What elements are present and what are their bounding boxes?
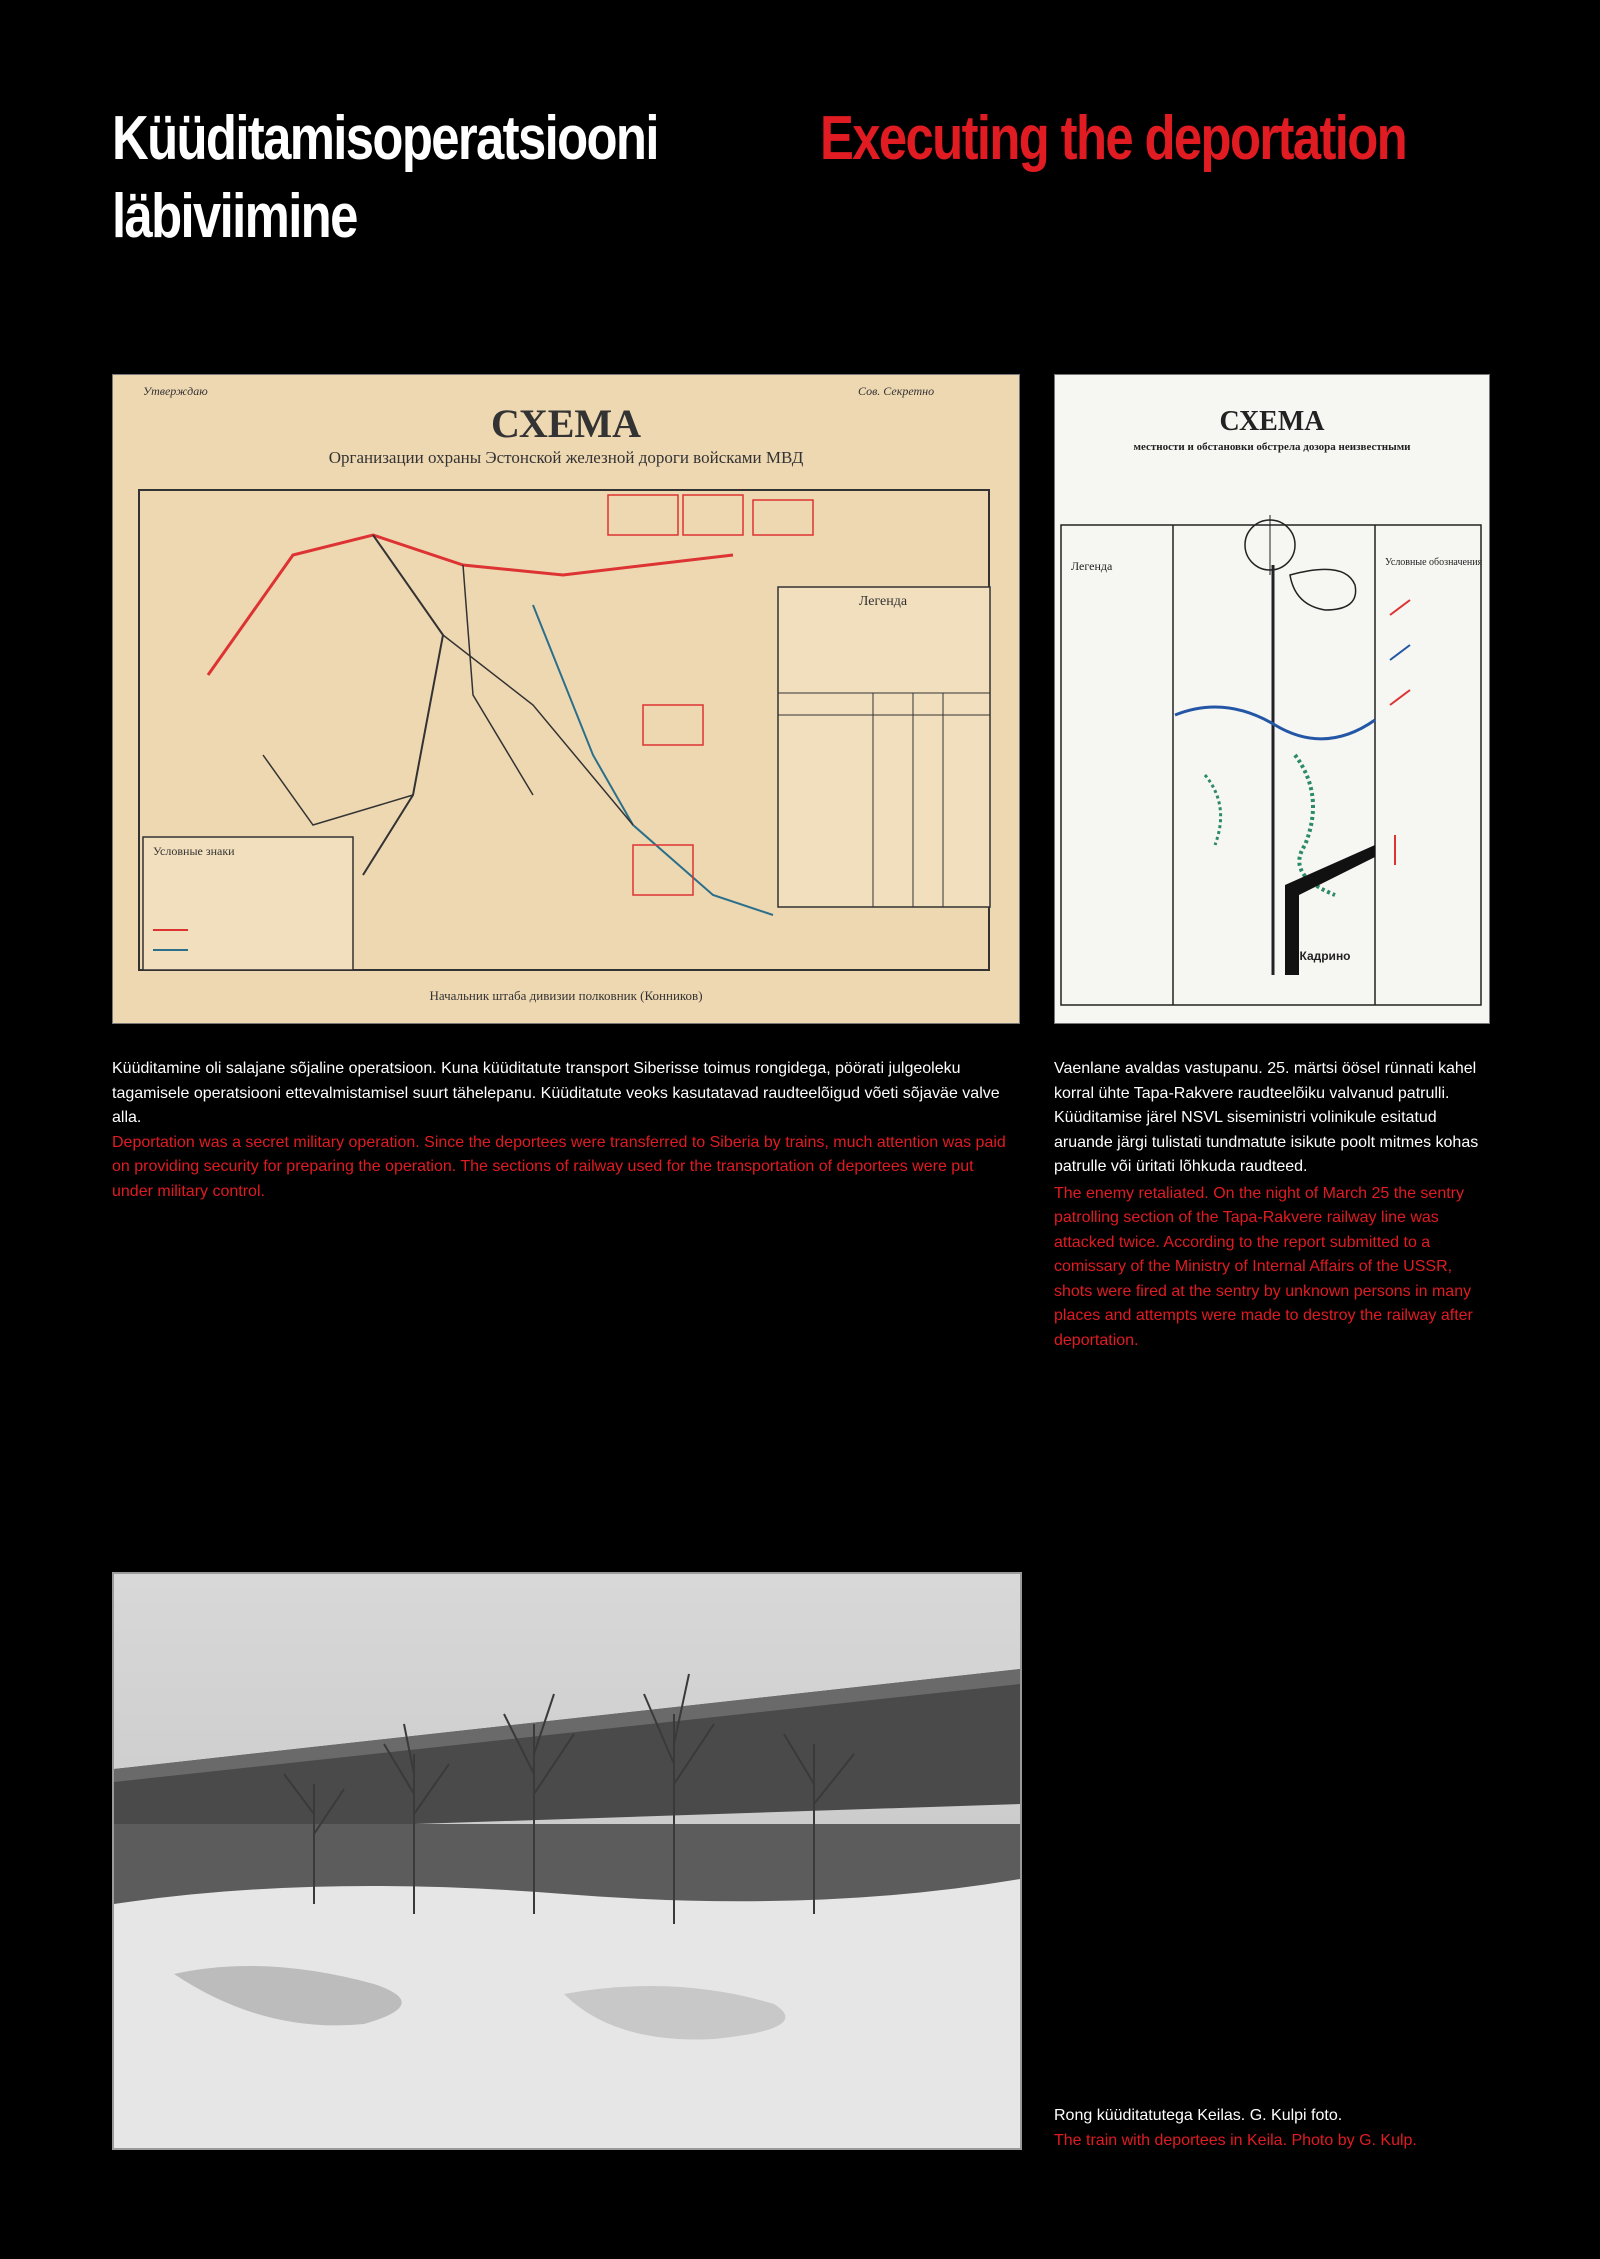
map2-legend-title: Легенда: [1071, 559, 1113, 573]
map1-signature: Начальник штаба дивизии полковник (Конников): [429, 988, 703, 1003]
text-block-security-et: Küüditamine oli salajane sõjaline operatsioon. Kuna küüditatute transport Siberisse toimus rongidega, pöörati julgeoleku tagamisele operatsiooni ettevalmistamisel suurt tähelepanu. Küüditatute veoks kasutatavad raudteelõigud võeti sõjaväe valve alla.: [112, 1060, 1000, 1126]
text-block-resistance-en: The enemy retaliated. On the night of March 25 the sentry patrolling section of the Tapa-Rakvere railway line was attacked twice. According to the report submitted to a comissary of the Ministry of Internal Affairs of the USSR, shots were fired at the sentry by unknown persons in many places and attempts were made to destroy the railway after deportation.: [1054, 1184, 1473, 1349]
photo-caption-et: Rong küüditatutega Keilas. G. Kulpi foto.: [1054, 2107, 1343, 2124]
attack-scene-map-image: [1054, 374, 1490, 1024]
map1-secret-stamp: Сов. Секретно: [858, 384, 935, 398]
train-photo: [112, 1572, 1022, 2150]
map2-symbols-title: Условные обозначения: [1385, 557, 1483, 568]
map2-subheading: местности и обстановки обстрела дозора неизвестными: [1133, 441, 1411, 453]
photo-caption-en: The train with deportees in Keila. Photo by G. Kulp.: [1054, 2131, 1417, 2149]
railway-security-map-image: [112, 374, 1020, 1024]
map1-legend-title: Легенда: [858, 594, 908, 609]
map2-heading: СХЕМА: [1219, 406, 1325, 437]
map1-heading: СХЕМА: [490, 401, 642, 446]
map2-place-label: Кадрино: [1299, 949, 1351, 963]
text-block-security-en: Deportation was a secret military operation. Since the deportees were transferred to Siberia by trains, much attention was paid on providing security for preparing the operation. The sections of railway used for the transportation of deportees were put under military control.: [112, 1133, 1006, 1200]
page-title-english: Executing the deportation: [820, 104, 1407, 173]
page-title-estonian: Küüditamisoperatsiooni läbiviimine: [112, 104, 658, 251]
photo-caption: [1054, 2104, 1494, 2153]
map1-symbols-title: Условные знаки: [153, 844, 235, 858]
map1-subheading: Организации охраны Эстонской железной дороги войсками МВД: [328, 448, 804, 467]
text-block-resistance: [1054, 1057, 1494, 1353]
map1-approval-stamp: Утверждаю: [143, 384, 208, 398]
text-block-resistance-et: Vaenlane avaldas vastupanu. 25. märtsi öösel rünnati kahel korral ühte Tapa-Rakvere raudteelõiku valvanud patrulli. Küüditamise järel NSVL siseministri volinikule esitatud aruande järgi tulistati tundmatute isikute poolt mitmes kohas patrulle või üritati lõhkuda raudteed.: [1054, 1060, 1479, 1175]
text-block-security: [112, 1057, 1018, 1204]
